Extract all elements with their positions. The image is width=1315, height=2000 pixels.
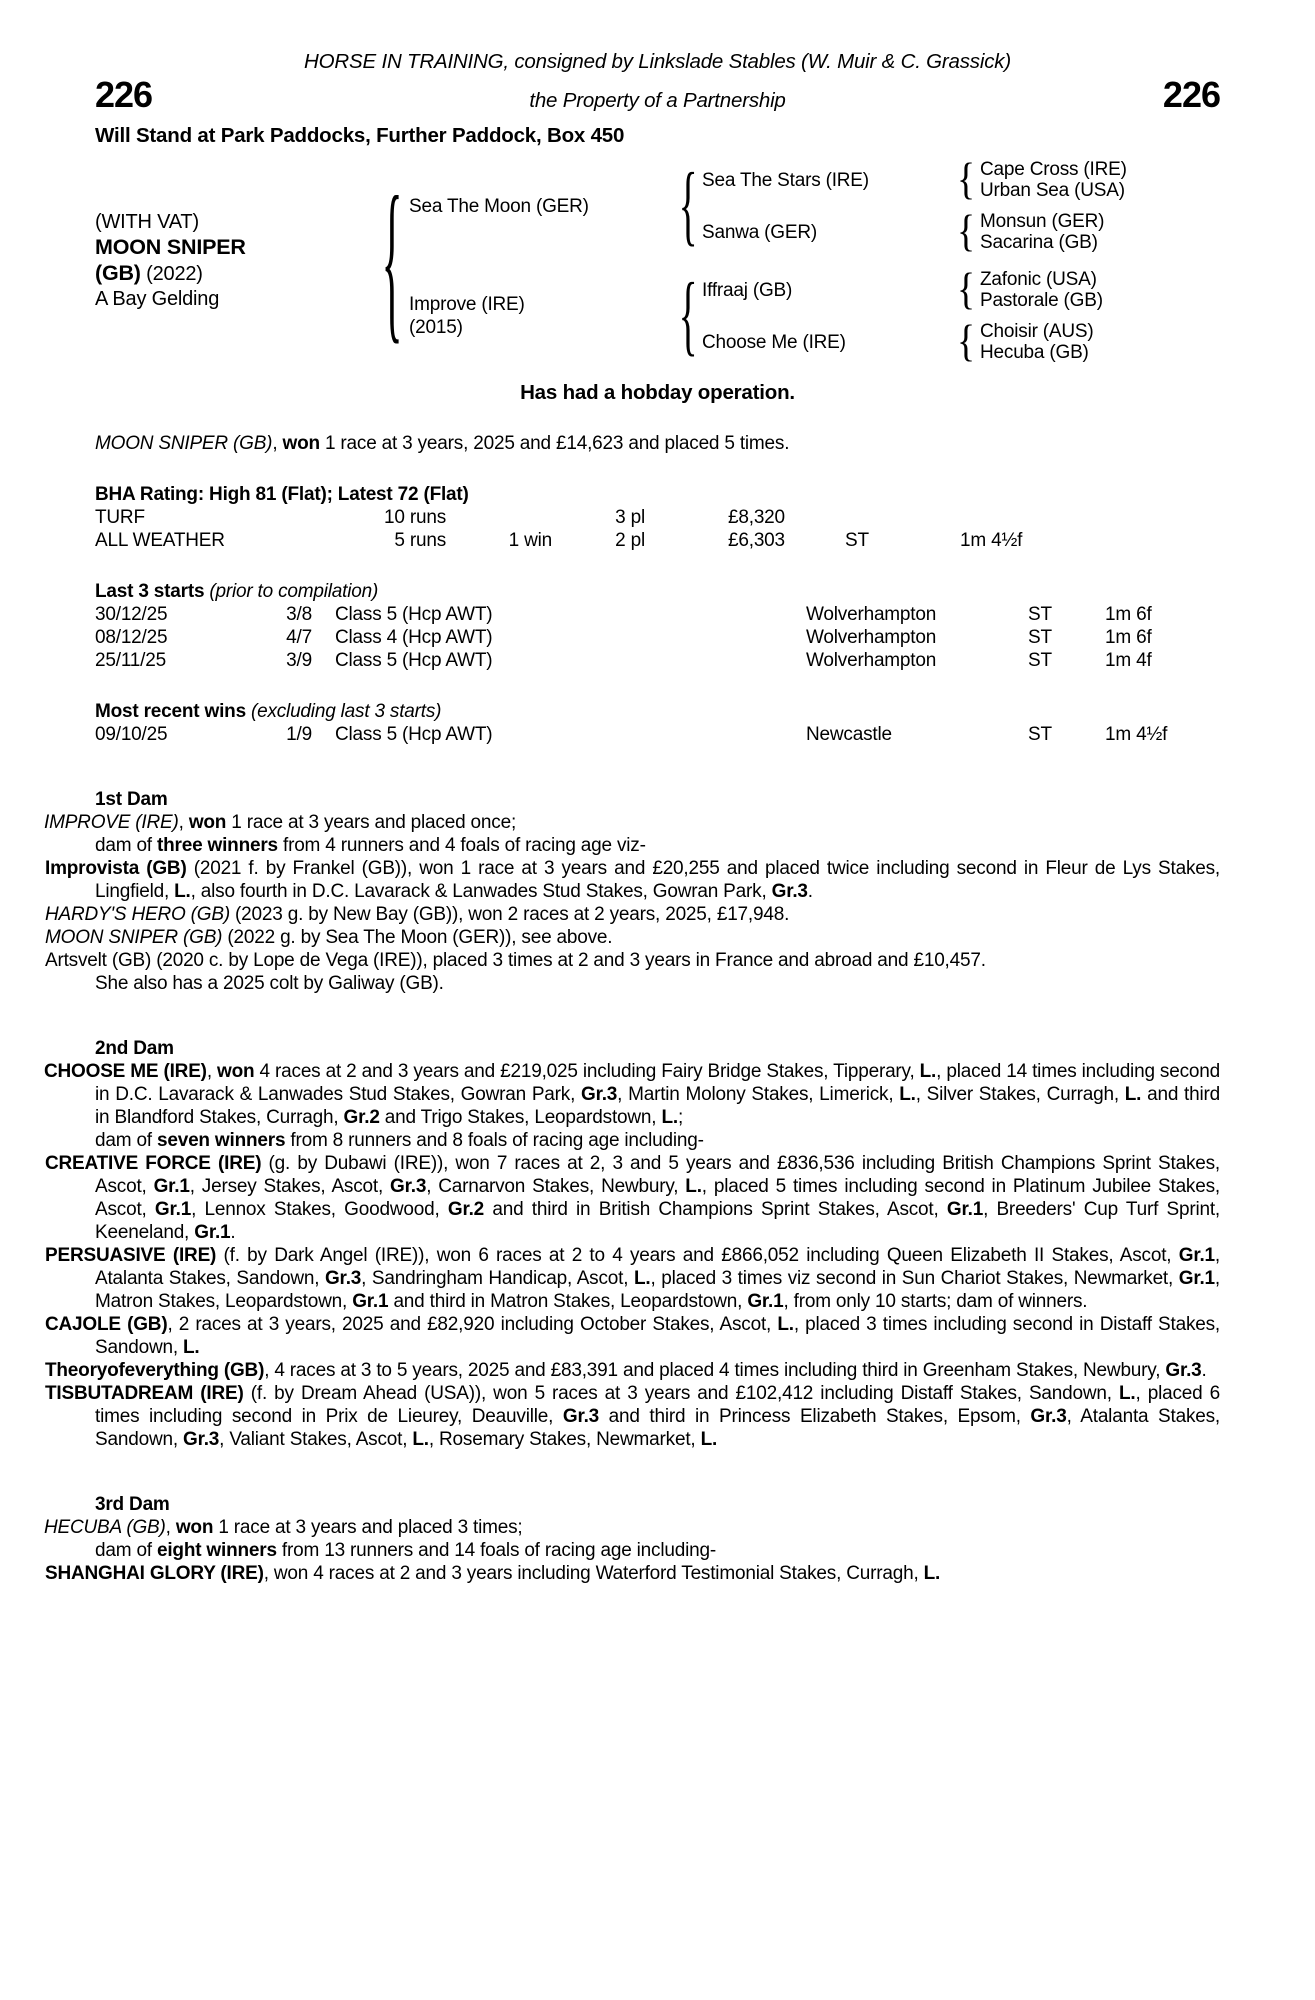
- dam-sire-name: Iffraaj (GB): [702, 279, 793, 301]
- produce-summary: dam of three winners from 4 runners and 4 foals of racing age viz-: [95, 835, 646, 856]
- property-line: the Property of a Partnership: [529, 89, 786, 112]
- second-dam-section: [44, 1037, 1221, 1451]
- bha-distance: [960, 506, 1220, 529]
- heading-note: (prior to compilation): [209, 581, 379, 602]
- sire-dam-brace: {: [957, 207, 975, 257]
- offspring-entry: Improvista (GB) (2021 f. by Frankel (GB)), won 1 race at 3 years and £20,255 and placed twice including second in Fleur de Lys Stakes, Lingfield, L., also fourth in D.C. Lavarack & Lanwades Stud Stakes, Gowran Park, Gr.3.: [45, 858, 1220, 902]
- table-row: [95, 603, 1220, 626]
- pedigree-table: [95, 154, 1220, 367]
- sire-sire-brace: {: [957, 155, 975, 205]
- race-class: Class 5 (Hcp AWT): [335, 724, 493, 745]
- dam-record: IMPROVE (IRE), won 1 race at 3 years and placed once;: [44, 812, 517, 833]
- bha-going: ST: [845, 530, 869, 551]
- subject-vat-note: (WITH VAT): [95, 211, 199, 233]
- sire-sire-name: Sea The Stars (IRE): [702, 169, 869, 191]
- race-going: ST: [1028, 627, 1052, 648]
- dam-year: (2015): [409, 317, 463, 338]
- last-starts-section: [95, 580, 1220, 672]
- race-date: 30/12/25: [95, 604, 168, 625]
- consignor-line: HORSE IN TRAINING, consigned by Linkslade Stables (W. Muir & C. Grassick): [304, 50, 1011, 73]
- race-going: ST: [1028, 724, 1052, 745]
- subject-suffix: (GB): [95, 261, 141, 285]
- dam-dam-name: Choose Me (IRE): [702, 331, 846, 353]
- third-dam-section: [44, 1493, 1220, 1585]
- section-heading: 2nd Dam: [95, 1038, 174, 1059]
- dam-record: HECUBA (GB), won 1 race at 3 years and placed 3 times;: [44, 1517, 523, 1538]
- pedigree-subject: [95, 210, 375, 312]
- bha-earnings: £8,320: [728, 507, 785, 528]
- stand-location-line: Will Stand at Park Paddocks, Further Paddock, Box 450: [95, 124, 625, 147]
- produce-summary: dam of seven winners from 8 runners and 8 foals of racing age including-: [95, 1130, 704, 1151]
- sire-branch: [409, 154, 1220, 257]
- offspring-entry: TISBUTADREAM (IRE) (f. by Dream Ahead (USA)), won 5 races at 3 years and £102,412 including Distaff Stakes, Sandown, L., placed 6 times including second in Prix de Lieurey, Deauville, Gr.3 and third in Princess Elizabeth Stakes, Epsom, Gr.3, Atalanta Stakes, Sandown, Gr.3, Valiant Stakes, Ascot, L., Rosemary Stakes, Newmarket, L.: [45, 1383, 1220, 1450]
- bha-rating-table: [95, 483, 1220, 552]
- first-dam-section: [44, 788, 1220, 995]
- offspring-entry: MOON SNIPER (GB) (2022 g. by Sea The Moon (GER)), see above.: [45, 927, 613, 948]
- race-venue: Newcastle: [806, 724, 892, 745]
- dam-dam-block: [702, 317, 1220, 367]
- race-going: ST: [1028, 650, 1052, 671]
- lot-row: [95, 74, 1220, 115]
- dam-sire-sire-name: Zafonic (USA): [980, 269, 1097, 290]
- lot-number-right: 226: [1162, 74, 1220, 115]
- sire-sire-block: [702, 155, 1220, 205]
- bha-places: 3 pl: [615, 507, 645, 528]
- heading-text: Most recent wins: [95, 701, 246, 722]
- heading-text: Last 3 starts: [95, 581, 205, 602]
- offspring-entry: Artsvelt (GB) (2020 c. by Lope de Vega (IRE)), placed 3 times at 2 and 3 years in France and abroad and £10,457.: [45, 950, 986, 971]
- offspring-entry: SHANGHAI GLORY (IRE), won 4 races at 2 and 3 years including Waterford Testimonial Stakes, Curragh, L.: [45, 1563, 941, 1584]
- sire-dam-dam-name: Sacarina (GB): [980, 232, 1098, 253]
- race-venue: Wolverhampton: [806, 627, 937, 648]
- race-distance: 1m 4f: [1105, 650, 1152, 671]
- race-date: 09/10/25: [95, 724, 168, 745]
- bha-surface: ALL WEATHER: [95, 530, 225, 551]
- race-distance: 1m 6f: [1105, 604, 1152, 625]
- table-row: [95, 723, 1220, 746]
- race-date: 25/11/25: [95, 650, 166, 671]
- lot-number-left: 226: [95, 74, 153, 115]
- race-distance: 1m 4½f: [1105, 724, 1168, 745]
- sire-name: Sea The Moon (GER): [409, 195, 589, 217]
- dam-dam-dam-name: Hecuba (GB): [980, 342, 1089, 363]
- dam-name: Improve (IRE): [409, 294, 525, 315]
- race-class: Class 5 (Hcp AWT): [335, 650, 493, 671]
- bha-wins: 1 win: [508, 530, 552, 551]
- sire-dam-name: Sanwa (GER): [702, 221, 818, 243]
- dam-dam-brace: {: [957, 317, 975, 367]
- pedigree-main-brace: {: [381, 159, 403, 359]
- race-position: 3/8: [286, 604, 312, 625]
- dam-dam-sire-name: Choisir (AUS): [980, 321, 1094, 342]
- table-row: [95, 626, 1220, 649]
- section-heading: 3rd Dam: [95, 1494, 170, 1515]
- race-class: Class 5 (Hcp AWT): [335, 604, 493, 625]
- pedigree-generations: [409, 154, 1220, 367]
- dam-brace: {: [678, 264, 698, 366]
- heading-note: (excluding last 3 starts): [250, 701, 442, 722]
- race-going: ST: [1028, 604, 1052, 625]
- veterinary-note: Has had a hobday operation.: [520, 381, 795, 404]
- table-row: [95, 506, 1220, 529]
- sire-sire-sire-name: Cape Cross (IRE): [980, 159, 1127, 180]
- produce-summary: dam of eight winners from 13 runners and 14 foals of racing age including-: [95, 1540, 716, 1561]
- bha-wins: [446, 506, 552, 529]
- additional-note: She also has a 2025 colt by Galiway (GB).: [95, 973, 444, 994]
- race-venue: Wolverhampton: [806, 650, 937, 671]
- dam-record: CHOOSE ME (IRE), won 4 races at 2 and 3 years and £219,025 including Fairy Bridge Stakes, Tipperary, L., placed 14 times including second in D.C. Lavarack & Lanwades Stud Stakes, Gowran Park, Gr.3, Martin Molony Stakes, Limerick, L., Silver Stakes, Curragh, L. and third in Blandford Stakes, Curragh, Gr.2 and Trigo Stakes, Leopardstown, L.;: [44, 1061, 1220, 1128]
- subject-name: MOON SNIPER: [95, 235, 246, 259]
- offspring-entry: PERSUASIVE (IRE) (f. by Dark Angel (IRE)), won 6 races at 2 to 4 years and £866,052 including Queen Elizabeth II Stakes, Ascot, Gr.1, Atalanta Stakes, Sandown, Gr.3, Sandringham Handicap, Ascot, L., placed 3 times viz second in Sun Chariot Stakes, Newmarket, Gr.1, Matron Stakes, Leopardstown, Gr.1 and third in Matron Stakes, Leopardstown, Gr.1, from only 10 starts; dam of winners.: [45, 1245, 1221, 1312]
- race-class: Class 4 (Hcp AWT): [335, 627, 493, 648]
- bha-earnings: £6,303: [728, 530, 785, 551]
- dam-sire-block: [702, 265, 1220, 315]
- last-starts-heading: [95, 580, 1220, 603]
- bha-runs: 5 runs: [394, 530, 446, 551]
- sire-dam-block: [702, 207, 1220, 257]
- offspring-subentry: CAJOLE (GB), 2 races at 3 years, 2025 and £82,920 including October Stakes, Ascot, L., placed 3 times including second in Distaff Stakes, Sandown, L.: [45, 1314, 1220, 1358]
- race-venue: Wolverhampton: [806, 604, 937, 625]
- offspring-entry: CREATIVE FORCE (IRE) (g. by Dubawi (IRE)), won 7 races at 2, 3 and 5 years and £836,536 including British Champions Sprint Stakes, Ascot, Gr.1, Jersey Stakes, Ascot, Gr.3, Carnarvon Stakes, Newbury, L., placed 5 times including second in Platinum Jubilee Stakes, Ascot, Gr.1, Lennox Stakes, Goodwood, Gr.2 and third in British Champions Sprint Stakes, Ascot, Gr.1, Breeders' Cup Turf Sprint, Keeneland, Gr.1.: [45, 1153, 1221, 1243]
- table-row: [95, 529, 1220, 552]
- section-heading: 1st Dam: [95, 789, 168, 810]
- bha-places: 2 pl: [615, 530, 645, 551]
- recent-wins-section: [95, 700, 1220, 746]
- race-date: 08/12/25: [95, 627, 168, 648]
- sire-brace: {: [678, 154, 698, 256]
- bha-distance: 1m 4½f: [960, 530, 1023, 551]
- dam-name-block: [409, 293, 674, 339]
- table-row: [95, 649, 1220, 672]
- sire-sire-dam-name: Urban Sea (USA): [980, 180, 1125, 201]
- offspring-entry: HARDY'S HERO (GB) (2023 g. by New Bay (GB)), won 2 races at 2 years, 2025, £17,948.: [45, 904, 790, 925]
- recent-wins-heading: [95, 700, 1220, 723]
- dam-sire-brace: {: [957, 265, 975, 315]
- dam-sire-dam-name: Pastorale (GB): [980, 290, 1103, 311]
- subject-description: A Bay Gelding: [95, 288, 220, 310]
- sire-dam-sire-name: Monsun (GER): [980, 211, 1105, 232]
- bha-going: [845, 506, 960, 529]
- bha-heading: BHA Rating: High 81 (Flat); Latest 72 (Flat): [95, 484, 469, 505]
- race-position: 3/9: [286, 650, 312, 671]
- bha-runs: 10 runs: [384, 507, 446, 528]
- offspring-subentry: Theoryofeverything (GB), 4 races at 3 to 5 years, 2025 and £83,391 and placed 4 times including third in Greenham Stakes, Newbury, Gr.3.: [45, 1360, 1207, 1381]
- bha-surface: TURF: [95, 507, 145, 528]
- race-summary: MOON SNIPER (GB), won 1 race at 3 years, 2025 and £14,623 and placed 5 times.: [95, 433, 790, 454]
- dam-branch: [409, 264, 1220, 367]
- race-position: 1/9: [286, 724, 312, 745]
- race-position: 4/7: [286, 627, 312, 648]
- race-distance: 1m 6f: [1105, 627, 1152, 648]
- subject-year: (2022): [146, 263, 203, 285]
